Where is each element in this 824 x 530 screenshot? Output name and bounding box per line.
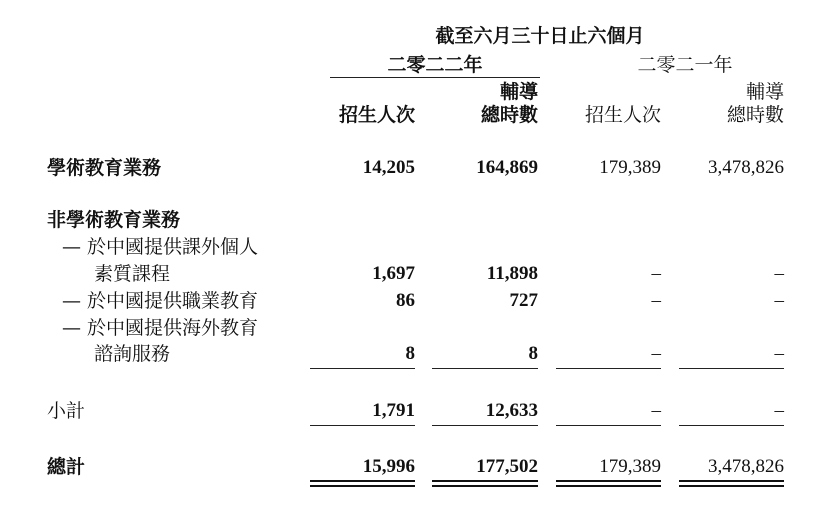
total-rule-enrollment-2022	[310, 425, 415, 426]
subtotal-rule-hours-2021	[679, 368, 784, 369]
subtotal-rule-enrollment-2022	[310, 368, 415, 369]
academic-hours-2022: 164,869	[476, 157, 538, 178]
total-double-rule-bottom-2	[432, 485, 538, 487]
period-header: 截至六月三十日止六個月	[435, 25, 645, 47]
overseas-hours-2022: 8	[528, 343, 538, 364]
subtotal-hours-2021: –	[774, 400, 784, 421]
enrollment-header-2021: 招生人次	[584, 104, 661, 126]
academic-enrollment-2022: 14,205	[362, 157, 415, 178]
personal-quality-hours-2021: –	[774, 263, 784, 284]
total-rule-hours-2021	[679, 425, 784, 426]
total-double-rule-top-1	[310, 480, 415, 482]
enrollment-header-2022: 招生人次	[338, 104, 415, 126]
tutoring-header-2022-l2: 總時數	[480, 104, 538, 126]
personal-quality-enrollment-2021: –	[651, 263, 661, 284]
vocational-hours-2021: –	[774, 290, 784, 311]
total-rule-hours-2022	[432, 425, 538, 426]
academic-enrollment-2021: 179,389	[599, 157, 661, 178]
overseas-label-l1: — 於中國提供海外教育	[62, 317, 259, 339]
total-enrollment-2021: 179,389	[599, 456, 661, 477]
year-2022-underline	[330, 77, 540, 78]
tutoring-header-2021-l2: 總時數	[726, 104, 784, 126]
total-double-rule-bottom-3	[556, 485, 661, 487]
tutoring-header-2021-l1: 輔導	[745, 81, 784, 103]
total-double-rule-bottom-4	[679, 485, 784, 487]
subtotal-hours-2022: 12,633	[485, 400, 538, 421]
personal-quality-enrollment-2022: 1,697	[372, 263, 415, 284]
total-double-rule-top-3	[556, 480, 661, 482]
total-double-rule-top-2	[432, 480, 538, 482]
non-academic-heading: 非學術教育業務	[47, 209, 181, 231]
total-enrollment-2022: 15,996	[362, 456, 415, 477]
total-hours-2021: 3,478,826	[708, 456, 784, 477]
year-2022-header: 二零二二年	[387, 54, 483, 76]
total-label: 總計	[47, 456, 86, 478]
vocational-enrollment-2022: 86	[396, 290, 415, 311]
total-double-rule-top-4	[679, 480, 784, 482]
subtotal-enrollment-2022: 1,791	[372, 400, 415, 421]
academic-hours-2021: 3,478,826	[708, 157, 784, 178]
subtotal-rule-enrollment-2021	[556, 368, 661, 369]
vocational-label: — 於中國提供職業教育	[62, 290, 259, 312]
total-rule-enrollment-2021	[556, 425, 661, 426]
overseas-enrollment-2022: 8	[405, 343, 415, 364]
academic-label: 學術教育業務	[47, 157, 162, 179]
vocational-hours-2022: 727	[509, 290, 538, 311]
subtotal-enrollment-2021: –	[651, 400, 661, 421]
personal-quality-label-l2: 素質課程	[94, 263, 171, 285]
total-double-rule-bottom-1	[310, 485, 415, 487]
overseas-enrollment-2021: –	[651, 343, 661, 364]
tutoring-header-2022-l1: 輔導	[499, 81, 538, 103]
subtotal-label: 小計	[47, 400, 86, 422]
personal-quality-hours-2022: 11,898	[486, 263, 538, 284]
year-2021-header: 二零二一年	[637, 54, 733, 76]
overseas-label-l2: 諮詢服務	[94, 343, 171, 365]
subtotal-rule-hours-2022	[432, 368, 538, 369]
overseas-hours-2021: –	[774, 343, 784, 364]
total-hours-2022: 177,502	[476, 456, 538, 477]
personal-quality-label-l1: — 於中國提供課外個人	[62, 236, 259, 258]
vocational-enrollment-2021: –	[651, 290, 661, 311]
